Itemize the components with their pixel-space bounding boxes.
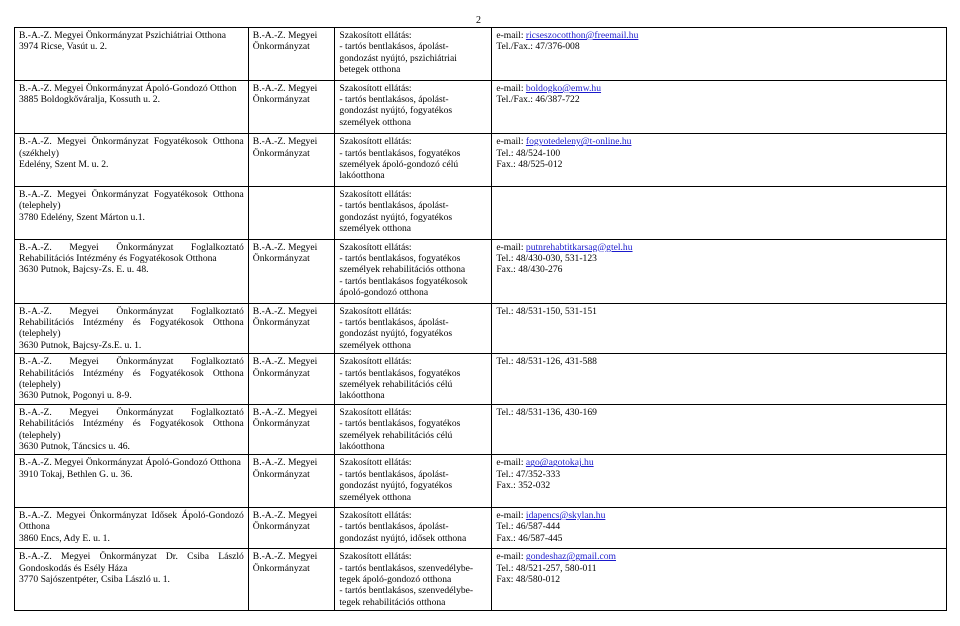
table-row [15, 455, 947, 508]
service-cell [335, 354, 492, 405]
service-line: tegek rehabilitációs otthona [339, 596, 446, 608]
table-row [15, 239, 947, 303]
owner-cell [248, 404, 335, 455]
institution-cell [15, 239, 249, 303]
service-line: személyek otthona [339, 116, 412, 128]
owner-line: Önkormányzat [252, 367, 310, 379]
email-line: e-mail: fogyotedeleny@t-online.hu [496, 136, 632, 148]
service-cell [335, 80, 492, 134]
service-line: - tartós bentlakásos, szenvedélybe- [339, 562, 474, 574]
contact-cell [492, 28, 947, 81]
phone-line: Fax.: 48/525-012 [496, 159, 563, 171]
service-line: ápoló-gondozó otthona [339, 287, 429, 299]
owner-line: Önkormányzat [252, 562, 310, 574]
phone-line: Tel./Fax.: 46/387-722 [496, 94, 580, 106]
contact-cell [492, 239, 947, 303]
service-line: gondozást nyújtó, idősek otthona [339, 532, 467, 544]
owner-line: Önkormányzat [252, 252, 310, 264]
service-line: - tartós bentlakásos, szenvedélybe- [339, 585, 474, 597]
institution-address: 3630 Putnok, Bajcsy-Zs. E. u. 48. [19, 264, 149, 276]
owner-line: B.-A.-Z. Megyei [252, 551, 318, 563]
owner-cell [248, 455, 335, 508]
owner-line: B.-A.-Z. Megyei [252, 510, 318, 522]
service-cell [335, 455, 492, 508]
service-line: gondozást nyújtó, fogyatékos [339, 211, 453, 223]
service-line: - tartós bentlakásos, ápolást- [339, 94, 449, 106]
institution-cell [15, 186, 249, 239]
phone-line: Tel./Fax.: 47/376-008 [496, 41, 580, 53]
table-row [15, 28, 947, 81]
owner-line: B.-A.-Z. Megyei [252, 30, 318, 41]
institution-address: 3974 Ricse, Vasút u. 2. [19, 41, 108, 53]
service-line: - tartós bentlakásos, ápolást- [339, 316, 449, 328]
service-line: lakóotthona [339, 390, 385, 402]
service-line: személyek rehabilitációs célú [339, 429, 453, 441]
table-row [15, 354, 947, 405]
contact-cell [492, 404, 947, 455]
institution-address: 3885 Boldogkőváralja, Kossuth u. 2. [19, 94, 160, 106]
service-line: személyek rehabilitációs célú [339, 378, 453, 390]
institution-name: B.-A.-Z. Megyei Önkormányzat Foglalkoztató Rehabilitációs Intézmény és Fogyatékosok Otthona (telephely) [19, 356, 244, 390]
owner-line: Önkormányzat [252, 521, 310, 533]
owner-cell [248, 508, 335, 549]
service-line: betegek otthona [339, 64, 401, 76]
institution-address: 3630 Putnok, Táncsics u. 46. [19, 441, 130, 452]
contact-cell [492, 80, 947, 134]
service-line: Szakosított ellátás: [339, 406, 412, 418]
institution-cell [15, 508, 249, 549]
contact-cell [492, 549, 947, 611]
institution-cell [15, 134, 249, 187]
service-line: gondozást nyújtó, fogyatékos [339, 480, 453, 492]
service-line: Szakosított ellátás: [339, 30, 412, 41]
institution-name: B.-A.-Z. Megyei Önkormányzat Ápoló-Gondozó Otthon [19, 82, 237, 94]
phone-line: Tel.: 48/430-030, 531-123 [496, 252, 597, 264]
owner-cell [248, 28, 335, 81]
institution-cell [15, 354, 249, 405]
owner-line: B.-A.-Z. Megyei [252, 356, 318, 368]
service-line: gondozást nyújtó, fogyatékos [339, 328, 453, 340]
service-line: tegek ápoló-gondozó otthona [339, 574, 452, 586]
owner-line: B.-A.-Z. Megyei [252, 457, 318, 469]
owner-line: Önkormányzat [252, 468, 310, 480]
service-line: - tartós bentlakásos, fogyatékos [339, 418, 461, 430]
owner-cell [248, 186, 335, 239]
institution-name: B.-A.-Z. Megyei Önkormányzat Ápoló-Gondozó Otthona [19, 457, 241, 469]
institution-address: 3770 Sajószentpéter, Csiba László u. 1. [19, 574, 170, 586]
owner-cell [248, 134, 335, 187]
institution-name: B.-A.-Z. Megyei Önkormányzat Dr. Csiba László Gondoskodás és Esély Háza [19, 551, 244, 574]
table-row [15, 186, 947, 239]
contact-cell [492, 508, 947, 549]
institution-address: 3630 Putnok, Bajcsy-Zs.E. u. 1. [19, 339, 142, 351]
service-line: - tartós bentlakásos fogyatékosok [339, 275, 468, 287]
institution-name: B.-A.-Z. Megyei Önkormányzat Idősek Ápoló-Gondozó Otthona [19, 510, 244, 533]
email-link[interactable]: ricseszocotthon@freemail.hu [525, 30, 639, 41]
contact-cell [492, 455, 947, 508]
email-line: e-mail: boldogko@emw.hu [496, 82, 602, 94]
service-line: lakóotthona [339, 441, 385, 452]
institution-cell [15, 404, 249, 455]
service-line: - tartós bentlakásos, fogyatékos [339, 147, 461, 159]
phone-line: Fax.: 46/587-445 [496, 532, 563, 544]
phone-line: Tel.: 48/531-136, 430-169 [496, 406, 597, 418]
service-line: személyek otthona [339, 339, 412, 351]
owner-cell [248, 549, 335, 611]
table-body [15, 28, 947, 611]
service-line: Szakosított ellátás: [339, 136, 412, 148]
phone-line: Tel.: 48/531-126, 431-588 [496, 356, 597, 368]
owner-line: Önkormányzat [252, 41, 310, 53]
service-cell [335, 508, 492, 549]
service-line: - tartós bentlakásos, fogyatékos [339, 252, 461, 264]
service-cell [335, 303, 492, 354]
institution-address: 3630 Putnok, Pogonyi u. 8-9. [19, 390, 132, 402]
contact-cell [492, 186, 947, 239]
institution-cell [15, 80, 249, 134]
service-line: - tartós bentlakásos, ápolást- [339, 41, 449, 53]
service-line: Szakosított ellátás: [339, 356, 412, 368]
email-link[interactable]: idapencs@skylan.hu [525, 510, 606, 522]
contact-cell [492, 134, 947, 187]
service-line: lakóotthona [339, 170, 385, 182]
table-row [15, 134, 947, 187]
email-link[interactable]: boldogko@emw.hu [525, 82, 602, 94]
service-line: személyek ápoló-gondozó célú [339, 159, 459, 171]
phone-line: Fax.: 48/430-276 [496, 264, 563, 276]
owner-line: B.-A.-Z. Megyei [252, 305, 318, 317]
email-link[interactable]: fogyotedeleny@t-online.hu [525, 136, 632, 148]
email-link[interactable]: ago@agotokaj.hu [525, 457, 594, 469]
owner-line: B.-A.-Z. Megyei [252, 136, 318, 148]
service-line: személyek rehabilitációs otthona [339, 264, 466, 276]
table-row [15, 404, 947, 455]
owner-line: Önkormányzat [252, 316, 310, 328]
owner-line: B.-A.-Z. Megyei [252, 406, 318, 418]
service-cell [335, 186, 492, 239]
institution-address: 3780 Edelény, Szent Márton u.1. [19, 211, 145, 223]
institution-cell [15, 549, 249, 611]
institution-cell [15, 303, 249, 354]
owner-cell [248, 303, 335, 354]
email-link[interactable]: putnrehabtitkarsag@gtel.hu [525, 241, 633, 253]
email-line: e-mail: idapencs@skylan.hu [496, 510, 606, 522]
service-line: Szakosított ellátás: [339, 241, 412, 253]
table-row [15, 303, 947, 354]
contact-cell [492, 303, 947, 354]
service-cell [335, 28, 492, 81]
service-line: Szakosított ellátás: [339, 510, 412, 522]
owner-line: B.-A.-Z. Megyei [252, 82, 318, 94]
service-line: Szakosított ellátás: [339, 551, 412, 563]
phone-line: Fax.: 352-032 [496, 480, 551, 492]
institution-name: B.-A.-Z. Megyei Önkormányzat Foglalkoztató Rehabilitációs Intézmény és Fogyatékosok Otthona [19, 241, 244, 264]
service-line: személyek otthona [339, 491, 412, 503]
email-line: e-mail: ricseszocotthon@freemail.hu [496, 30, 639, 41]
service-line: - tartós bentlakásos, ápolást- [339, 468, 449, 480]
email-line: e-mail: gondeshaz@gmail.com [496, 551, 617, 563]
institution-address: 3910 Tokaj, Bethlen G. u. 36. [19, 468, 133, 480]
service-line: Szakosított ellátás: [339, 305, 412, 317]
table-row [15, 80, 947, 134]
institution-address: 3860 Encs, Ady E. u. 1. [19, 532, 110, 544]
phone-line: Tel.: 48/524-100 [496, 147, 561, 159]
phone-line: Tel.: 46/587-444 [496, 521, 561, 533]
institution-name: B.-A.-Z. Megyei Önkormányzat Foglalkoztató Rehabilitációs Intézmény és Fogyatékosok Otthona (telephely) [19, 305, 244, 340]
service-cell [335, 549, 492, 611]
owner-cell [248, 80, 335, 134]
service-line: - tartós bentlakásos, ápolást- [339, 521, 449, 533]
institution-cell [15, 455, 249, 508]
service-line: személyek otthona [339, 223, 412, 235]
institution-name: B.-A.-Z. Megyei Önkormányzat Pszichiátriai Otthona [19, 30, 227, 41]
owner-line: Önkormányzat [252, 94, 310, 106]
service-line: gondozást nyújtó, fogyatékos [339, 105, 453, 117]
table-row [15, 549, 947, 611]
owner-cell [248, 239, 335, 303]
institution-name: B.-A.-Z. Megyei Önkormányzat Foglalkoztató Rehabilitációs Intézmény és Fogyatékosok Otthona (telephely) [19, 406, 244, 441]
owner-line: B.-A.-Z. Megyei [252, 241, 318, 253]
phone-line: Fax: 48/580-012 [496, 574, 561, 586]
service-line: Szakosított ellátás: [339, 82, 412, 94]
owner-line: Önkormányzat [252, 418, 310, 430]
service-line: Szakosított ellátás: [339, 457, 412, 469]
table-row [15, 508, 947, 549]
service-line: - tartós bentlakásos, fogyatékos [339, 367, 461, 379]
service-line: gondozást nyújtó, pszichiátriai [339, 52, 457, 64]
service-line: - tartós bentlakásos, ápolást- [339, 200, 449, 212]
institutions-table [14, 27, 947, 611]
page-number: 2 [476, 15, 481, 26]
institution-name: B.-A.-Z. Megyei Önkormányzat Fogyatékosok Otthona (székhely) [19, 136, 244, 159]
owner-cell [248, 354, 335, 405]
phone-line: Tel.: 47/352-333 [496, 468, 561, 480]
institution-name: B.-A.-Z. Megyei Önkormányzat Fogyatékosok Otthona (telephely) [19, 188, 244, 212]
service-cell [335, 239, 492, 303]
owner-line: Önkormányzat [252, 147, 310, 159]
email-link[interactable]: gondeshaz@gmail.com [525, 551, 617, 563]
phone-line: Tel.: 48/531-150, 531-151 [496, 305, 597, 317]
service-cell [335, 134, 492, 187]
service-line: Szakosított ellátás: [339, 188, 412, 200]
phone-line: Tel.: 48/521-257, 580-011 [496, 562, 597, 574]
email-line: e-mail: ago@agotokaj.hu [496, 457, 594, 469]
institution-address: Edelény, Szent M. u. 2. [19, 159, 109, 171]
email-line: e-mail: putnrehabtitkarsag@gtel.hu [496, 241, 633, 253]
institution-cell [15, 28, 249, 81]
service-cell [335, 404, 492, 455]
contact-cell [492, 354, 947, 405]
